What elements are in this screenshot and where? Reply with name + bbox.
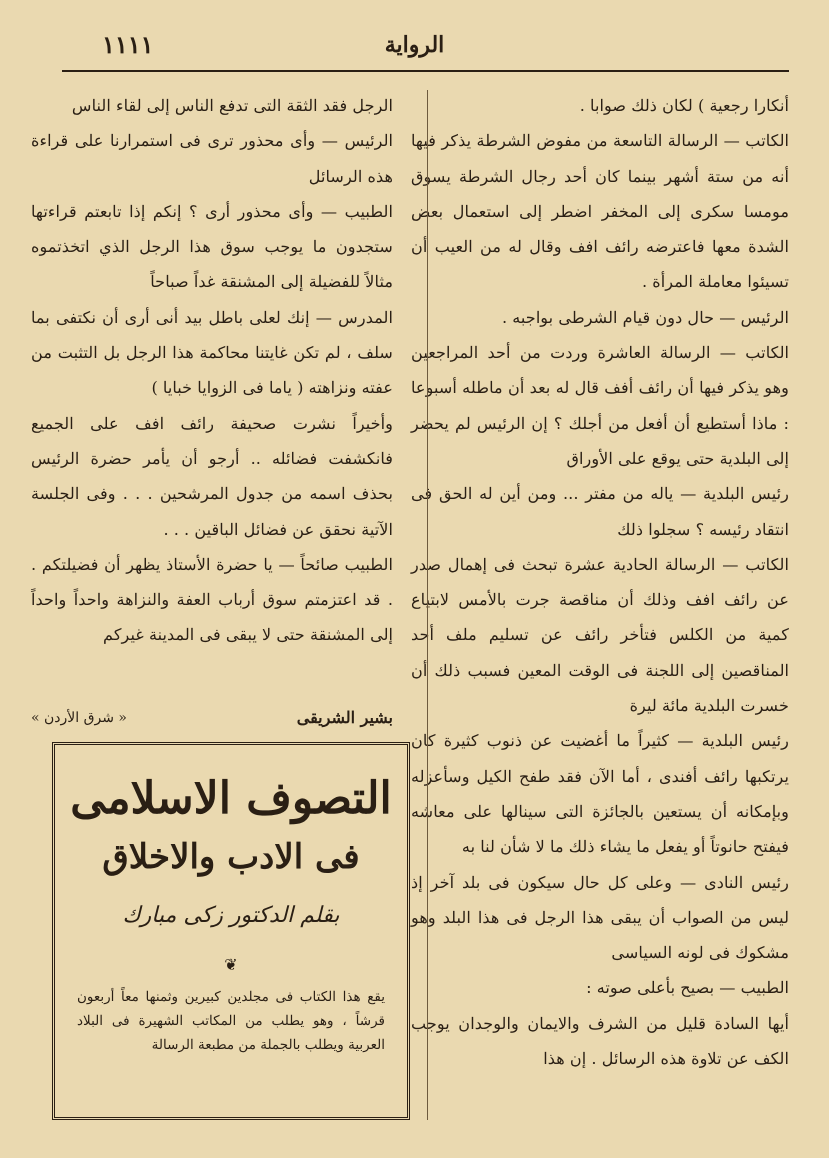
right-column — [411, 88, 789, 1076]
paragraph: أيها السادة قليل من الشرف والايمان والوجدان يوجب الكف عن تلاوة هذه الرسائل . إن هذا — [411, 1013, 789, 1069]
paragraph: أنكارا رجعية ) لكان ذلك صوابا . — [579, 96, 789, 115]
ad-byline: بقلم الدكتور زكى مبارك — [122, 903, 340, 928]
column-divider — [427, 90, 428, 1120]
paragraph: الكاتب — الرسالة التاسعة من مفوض الشرطة يذكر فيها أنه من ستة أشهر بينما كان أحد رجال الشرطة يسوق مومسا سكرى إلى المخفر اضطر إلى استعمال بعض الشدة معها فاعترضه رائف افف وقال له من العيب أن تسيئوا معاملة المرأة . — [411, 131, 789, 292]
author-location: « شرق الأردن » — [31, 710, 127, 726]
ad-subtitle: فى الادب والاخلاق — [102, 837, 360, 877]
page-number: ١١١١ — [102, 30, 154, 59]
magazine-title: الرواية — [384, 32, 445, 58]
paragraph: الكاتب — الرسالة الحادية عشرة تبحث فى إهمال صدر عن رائف افف وذلك أن مناقصة جرت بالأمس لابتياع كمية من الكلس فتأخر رائف عن تسليم ملف أحد المناقصين إلى اللجنة فى الوقت المعين فسبب ذلك أن خسرت البلدية مائة ليرة — [411, 554, 789, 716]
paragraph: رئيس البلدية — ياله من مفتر ... ومن أين له الحق فى انتقاد رئيسه ؟ سجلوا ذلك — [411, 484, 789, 539]
ornament-icon: ❦ — [224, 955, 238, 974]
paragraph: الكاتب — الرسالة العاشرة وردت من أحد المراجعين وهو يذكر فيها أن رائف أفف قال له بعد أن ماطله أسبوعا : ماذا أستطيع أن أفعل من أجلك ؟ إن الرئيس لم يحضر إلى البلدية حتى يوقع على الأوراق — [411, 343, 789, 468]
header-rule — [62, 70, 789, 72]
paragraph: المدرس — إنك لعلى باطل بيد أنى أرى أن نكتفى بما سلف ، لم تكن غايتنا محاكمة هذا الرجل بل التثبت من عفته ونزاهته ( ياما فى الزوايا خبايا ) — [31, 307, 393, 398]
paragraph: الطبيب صائحاً — يا حضرة الأستاذ يظهر أن فضيلتكم . . قد اعتزمتم سوق أرباب العفة والنزاهة واحداً واحداً إلى المشنقة حتى لا يبقى فى المدينة غيركم — [31, 554, 393, 645]
paragraph: الرجل فقد الثقة التى تدفع الناس إلى لقاء الناس — [71, 96, 393, 115]
paragraph: وأخيراً نشرت صحيفة رائف افف على الجميع فانكشفت فضائله .. أرجو أن يأمر حضرة الرئيس بحذف اسمه من جدول المرشحين . . . وفى الجلسة الآتية نحقق عن فضائل الباقين . . . — [31, 413, 393, 539]
book-advertisement — [52, 742, 410, 1120]
ad-description: يقع هذا الكتاب فى مجلدين كبيرين وثمنها معاً أربعون قرشاً ، وهو يطلب من المكاتب الشهيرة فى البلاد العربية ويطلب بالجملة من مطبعة الرسالة — [77, 989, 385, 1053]
left-column — [31, 88, 393, 653]
paragraph: الرئيس — حال دون قيام الشرطى بواجبه . — [501, 307, 789, 327]
paragraph: الطبيب — وأى محذور أرى ؟ إنكم إذا تابعتم قراءتها ستجدون ما يوجب سوق هذا الرجل الذي اتخذتموه مثالاً للفضيلة إلى المشنقة غداً صباحاً — [31, 201, 393, 292]
paragraph: رئيس النادى — وعلى كل حال سيكون فى بلد آخر إذ ليس من الصواب أن يبقى هذا الرجل فى هذا البلد وهو مشكوك فى لونه السياسى — [411, 872, 789, 963]
paragraph: رئيس البلدية — كثيراً ما أغضيت عن ذنوب كثيرة كان يرتكبها رائف أفندى ، أما الآن فقد طفح الكيل وسأعزله وبإمكانه أن يستعين بالجائزة التى سينالها على معاشه فيفتح حانوتاً أو يفعل ما يشاء ذلك ما لا شأن لنا به — [411, 731, 789, 857]
paragraph: الطبيب — بصيح بأعلى صوته : — [586, 978, 789, 998]
ad-title: التصوف الاسلامى — [70, 773, 392, 824]
paragraph: الرئيس — وأى محذور ترى فى استمرارنا على قراءة هذه الرسائل — [31, 131, 393, 186]
page-header — [40, 22, 789, 72]
article-signoff — [31, 708, 393, 738]
author-name: بشير الشريقى — [296, 708, 393, 727]
